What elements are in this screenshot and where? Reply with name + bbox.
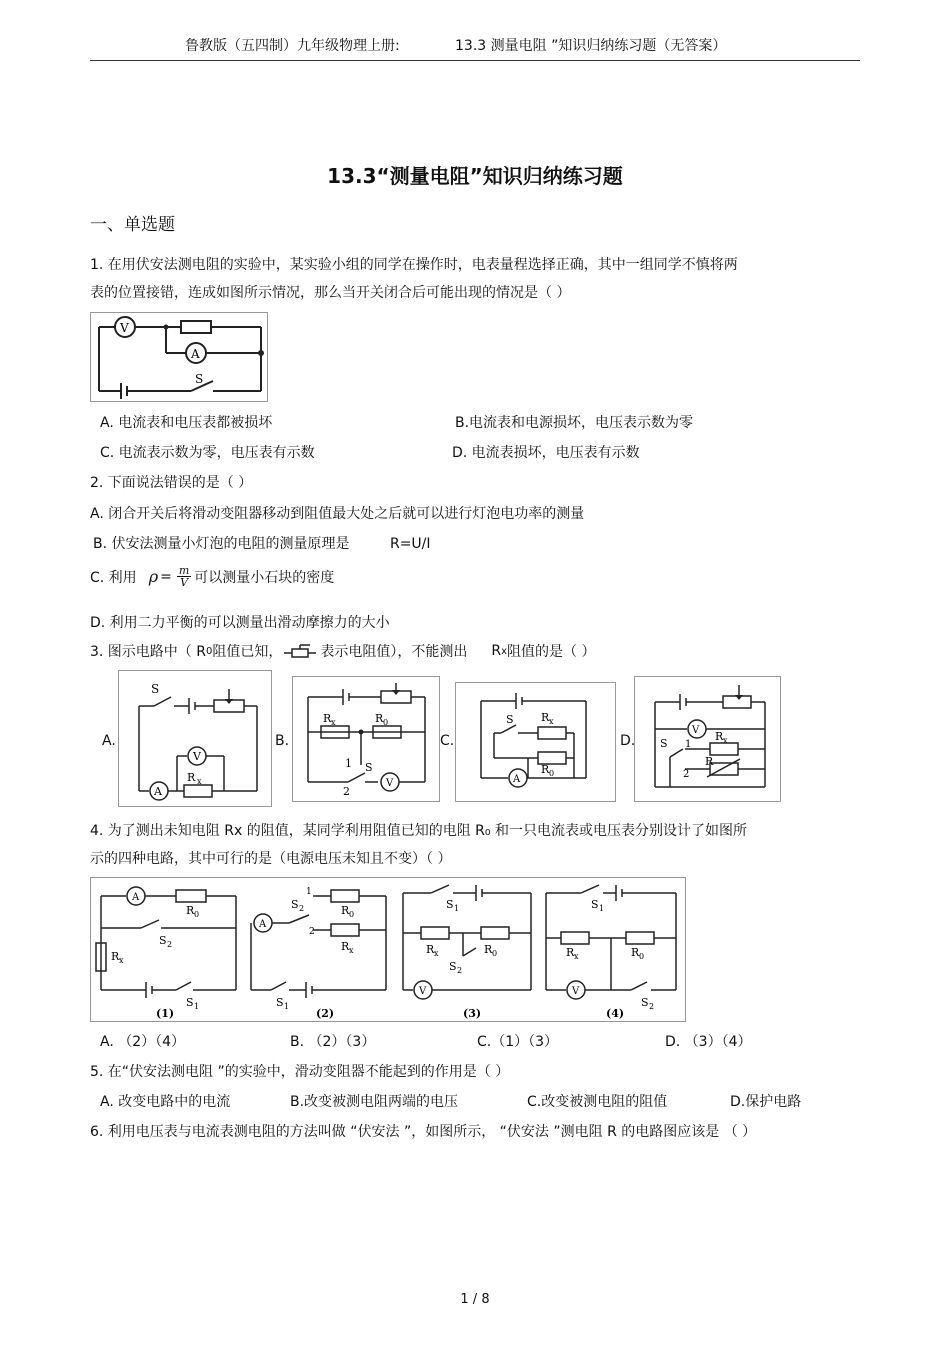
svg-text:V: V <box>572 986 580 997</box>
q4-circuits-figure <box>90 877 686 1022</box>
svg-text:0: 0 <box>549 769 555 778</box>
fraction-denominator: V <box>180 576 189 589</box>
svg-text:R: R <box>705 755 714 768</box>
q2-option-b-formula: R=U/I <box>389 536 431 552</box>
header-book-title: 鲁教版（五四制）九年级物理上册: <box>185 38 400 54</box>
q3-subx: x <box>501 645 508 657</box>
svg-text:S: S <box>591 898 599 911</box>
fig-label-2: (2) <box>316 1007 335 1020</box>
q2-option-c[interactable] <box>90 565 334 588</box>
q3-option-d-label[interactable]: D. <box>620 733 636 749</box>
q4-option-c[interactable]: C.（1）（3） <box>477 1034 559 1050</box>
rheostat-icon <box>284 644 318 658</box>
svg-text:0: 0 <box>349 910 355 919</box>
svg-text:A: A <box>259 919 267 930</box>
q4-stem-line1: 4. 为了测出未知电阻 Rx 的阻值，某同学利用阻值已知的电阻 R₀ 和一只电流表或电压表分别设计了如图所 <box>90 823 747 839</box>
svg-text:0: 0 <box>492 949 498 958</box>
svg-text:x: x <box>197 777 202 786</box>
q1-option-d[interactable]: D. 电流表损坏，电压表有示数 <box>452 445 640 461</box>
q1-option-a[interactable]: A. 电流表和电压表都被损坏 <box>100 415 273 431</box>
svg-text:A: A <box>513 774 521 785</box>
svg-text:S: S <box>449 960 457 973</box>
q3-figure-b <box>292 676 440 802</box>
svg-text:S: S <box>291 898 299 911</box>
svg-text:R: R <box>341 904 350 917</box>
svg-text:2: 2 <box>649 1002 655 1011</box>
svg-text:R: R <box>715 730 724 743</box>
fig-label-3: (3) <box>463 1007 482 1020</box>
svg-text:0: 0 <box>194 910 200 919</box>
q2-option-a[interactable]: A. 闭合开关后将滑动变阻器移动到阻值最大处之后就可以进行灯泡电功率的测量 <box>90 506 585 522</box>
q3-option-b-label[interactable]: B. <box>275 733 290 749</box>
q5-option-c[interactable]: C.改变被测电阻的阻值 <box>527 1094 668 1110</box>
svg-text:R: R <box>323 712 332 725</box>
page-title: 13.3“测量电阻”知识归纳练习题 <box>327 164 623 188</box>
q5-option-d[interactable]: D.保护电路 <box>730 1094 802 1110</box>
svg-text:S: S <box>641 996 649 1009</box>
svg-text:2: 2 <box>299 904 305 913</box>
svg-text:x: x <box>331 718 336 727</box>
q2-stem: 2. 下面说法错误的是（ ） <box>90 475 253 491</box>
q3-sub0: 0 <box>206 645 213 657</box>
density-symbol: ρ <box>148 567 159 586</box>
q5-stem: 5. 在“伏安法测电阻 ”的实验中，滑动变阻器不能起到的作用是（ ） <box>90 1064 510 1080</box>
q1-option-b[interactable]: B.电流表和电源损坏，电压表示数为零 <box>455 415 694 431</box>
q6-stem: 6. 利用电压表与电流表测电阻的方法叫做 “伏安法 ”，如图所示， “伏安法 ”测电阻 R 的电路图应该是 （ ） <box>90 1124 757 1140</box>
svg-text:R: R <box>426 943 435 956</box>
svg-text:R: R <box>484 943 493 956</box>
q2-option-b-text: B. 伏安法测量小灯泡的电阻的测量原理是 <box>93 536 350 552</box>
q3-figure-a <box>118 670 272 807</box>
q2-option-b[interactable] <box>93 533 431 553</box>
svg-text:x: x <box>434 949 439 958</box>
q2-option-d[interactable]: D. 利用二力平衡的可以测量出滑动摩擦力的大小 <box>90 615 390 631</box>
svg-text:1: 1 <box>306 887 312 897</box>
svg-text:2: 2 <box>683 769 690 780</box>
q3-figure-c <box>455 682 616 802</box>
fraction-numerator: m <box>178 564 190 577</box>
q1-option-c[interactable]: C. 电流表示数为零，电压表有示数 <box>100 445 315 461</box>
svg-text:S: S <box>660 737 668 750</box>
header-rule <box>90 60 860 61</box>
q4-stem-line2: 示的四种电路，其中可行的是（电源电压未知且不变）（ ） <box>90 851 452 867</box>
q3-stem-part2: 阻值已知， <box>212 644 283 660</box>
svg-text:x: x <box>723 736 728 745</box>
svg-text:S: S <box>276 996 284 1009</box>
svg-text:R: R <box>541 763 550 776</box>
svg-text:V: V <box>692 725 700 736</box>
svg-text:S: S <box>186 996 194 1009</box>
q2-option-c-suffix: 可以测量小石块的密度 <box>194 569 335 586</box>
svg-text:S: S <box>159 934 167 947</box>
header-doc-title: 13.3 测量电阻 ”知识归纳练习题（无答案） <box>455 38 727 54</box>
svg-text:V: V <box>419 986 427 997</box>
svg-text:V: V <box>386 778 394 789</box>
svg-text:R: R <box>187 771 196 784</box>
svg-text:S: S <box>506 713 514 726</box>
q3-stem-part1: 3. 图示电路中（ R <box>90 644 206 660</box>
svg-text:R: R <box>341 940 350 953</box>
density-fraction <box>177 565 191 588</box>
q5-option-a[interactable]: A. 改变电路中的电流 <box>100 1094 231 1110</box>
svg-text:R: R <box>186 904 195 917</box>
fig-label-1: (1) <box>156 1007 175 1020</box>
svg-text:S: S <box>365 761 373 774</box>
svg-text:R: R <box>375 712 384 725</box>
svg-text:S: S <box>151 682 160 696</box>
q1-stem-line2: 表的位置接错，连成如图所示情况，那么当开关闭合后可能出现的情况是（ ） <box>90 285 571 301</box>
q4-option-d[interactable]: D. （3）（4） <box>665 1034 752 1050</box>
svg-text:V: V <box>193 750 201 763</box>
svg-text:x: x <box>119 956 124 965</box>
svg-text:x: x <box>349 946 354 955</box>
svg-text:1: 1 <box>284 1002 290 1011</box>
q4-option-b[interactable]: B. （2）（3） <box>290 1034 376 1050</box>
section-heading: 一、单选题 <box>90 215 175 235</box>
equals-sign: = <box>160 568 172 585</box>
q3-option-a-label[interactable]: A. <box>102 733 116 749</box>
q4-option-a[interactable]: A. （2）（4） <box>100 1034 186 1050</box>
q3-stem-part3: 表示电阻值），不能测出 <box>320 644 468 660</box>
svg-text:0: 0 <box>639 952 645 961</box>
svg-text:1: 1 <box>599 904 605 913</box>
page-number: 1 / 8 <box>460 1292 490 1307</box>
svg-text:R: R <box>541 711 550 724</box>
svg-text:A: A <box>154 785 162 798</box>
svg-text:1: 1 <box>194 1002 200 1011</box>
svg-text:x: x <box>574 952 579 961</box>
svg-text:2: 2 <box>343 785 350 798</box>
svg-text:1: 1 <box>685 739 692 750</box>
q1-circuit-figure <box>90 312 268 402</box>
q3-stem-part4: 阻值的是（ ） <box>507 644 596 660</box>
svg-text:2: 2 <box>309 927 315 937</box>
svg-text:R: R <box>631 946 640 959</box>
svg-text:2: 2 <box>167 940 173 949</box>
svg-text:R: R <box>566 946 575 959</box>
q3-stem <box>90 641 595 661</box>
svg-text:V: V <box>120 321 129 335</box>
q2-option-c-prefix: C. 利用 <box>90 569 137 586</box>
svg-text:x: x <box>549 717 554 726</box>
q5-option-b[interactable]: B.改变被测电阻两端的电压 <box>290 1094 459 1110</box>
fig-label-4: (4) <box>606 1007 625 1020</box>
svg-text:S: S <box>195 372 204 386</box>
svg-text:S: S <box>446 898 454 911</box>
svg-text:A: A <box>132 892 140 903</box>
svg-text:R: R <box>111 950 120 963</box>
q3-figure-d <box>634 676 781 802</box>
svg-text:0: 0 <box>383 718 389 727</box>
q1-stem-line1: 1. 在用伏安法测电阻的实验中，某实验小组的同学在操作时，电表量程选择正确，其中一组同学不慎将两 <box>90 257 738 273</box>
svg-text:2: 2 <box>457 966 463 975</box>
q3-rx: R <box>491 643 502 659</box>
svg-text:A: A <box>191 347 200 361</box>
q3-option-c-label[interactable]: C. <box>440 733 455 749</box>
svg-text:1: 1 <box>345 757 352 770</box>
svg-text:1: 1 <box>454 904 460 913</box>
